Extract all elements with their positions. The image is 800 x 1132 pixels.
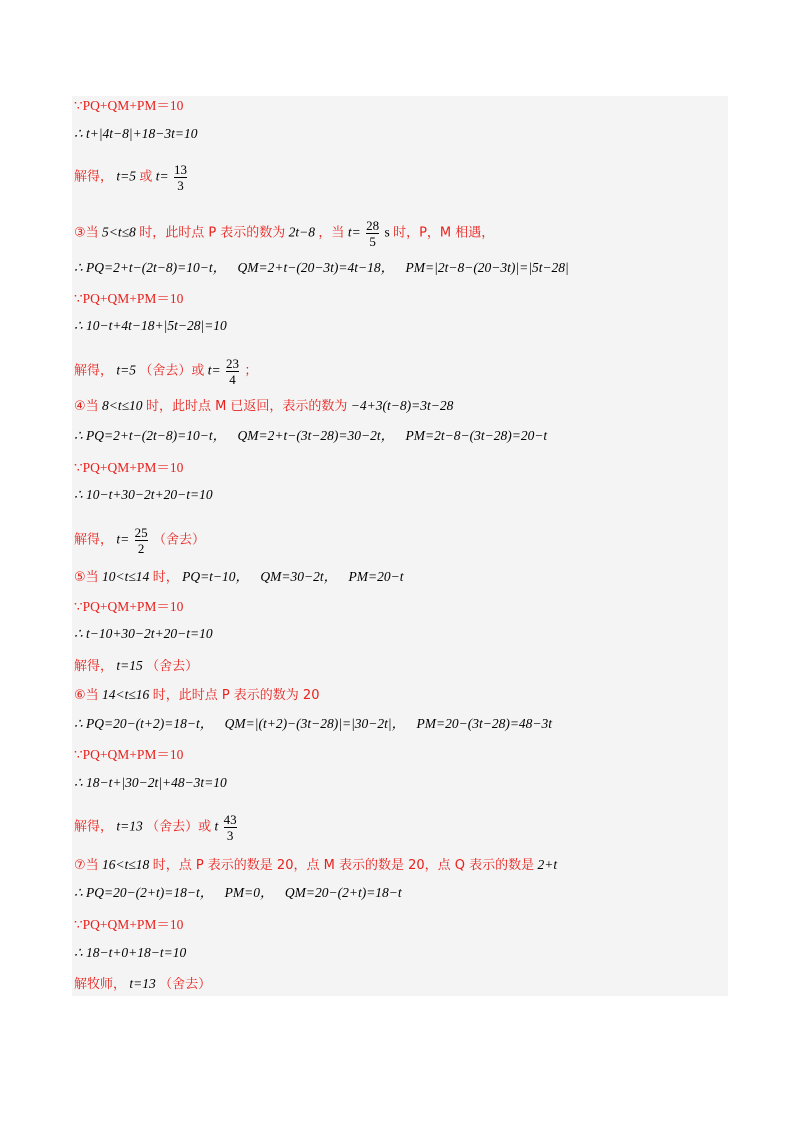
semicolon: ； <box>244 363 258 379</box>
solution-4 <box>74 654 198 678</box>
pq-expression: ∴ PQ=20−(t+2)=18−t， <box>74 716 214 731</box>
solve-label: 解得， <box>74 169 114 185</box>
fraction-denominator: 4 <box>226 371 239 387</box>
fraction <box>224 812 237 843</box>
solution-value: t=13 <box>129 976 156 991</box>
pm-expression: PM=20−t <box>348 569 404 584</box>
fraction <box>226 356 239 387</box>
pm-expression: PM=20−(3t−28)=48−3t <box>416 716 553 731</box>
distances-6 <box>74 712 552 736</box>
solution-2 <box>74 356 258 387</box>
case-text: 时， <box>152 570 179 585</box>
fraction <box>135 525 148 556</box>
solution-value: t=15 <box>116 658 143 673</box>
qm-expression: QM=20−(2+t)=18−t <box>284 885 402 900</box>
fraction-numerator: 28 <box>366 218 380 233</box>
case-range: 5<t≤8 <box>102 224 136 240</box>
case-text: 时，此时点 P 表示的数为 20 <box>152 688 320 703</box>
equation-4: ∴ t−10+30−2t+20−t=10 <box>74 626 213 641</box>
solution-var: t <box>214 818 219 834</box>
solve-label: 解得， <box>74 659 114 674</box>
case-label: ⑦当 <box>74 858 99 873</box>
given-sum-3: ∵PQ+QM+PM＝10 <box>74 460 184 475</box>
case-label: ⑥当 <box>74 688 99 703</box>
discard-or-label: （舍去）或 <box>139 363 205 379</box>
fraction <box>366 218 379 249</box>
case-3-header <box>74 218 495 249</box>
given-sum-5: ∵PQ+QM+PM＝10 <box>74 747 184 762</box>
equation-2: ∴ 10−t+4t−18+|5t−28|=10 <box>74 318 227 333</box>
solution-var: t= <box>207 362 221 378</box>
fraction-numerator: 25 <box>134 525 148 540</box>
solve-label: 解得， <box>74 363 114 379</box>
case-5-header <box>74 565 403 589</box>
fraction-denominator: 3 <box>224 827 237 843</box>
equation-5: ∴ 18−t+|30−2t|+48−3t=10 <box>74 775 227 790</box>
or-label: 或 <box>139 169 153 185</box>
solve-label: 解得， <box>74 819 114 835</box>
pq-expression: ∴ PQ=2+t−(2t−8)=10−t， <box>74 260 227 275</box>
case-text: 时，此时点 M 已返回，表示的数为 <box>145 399 348 414</box>
fraction <box>174 162 187 193</box>
solution-var: t= <box>155 168 169 184</box>
solution-5 <box>74 812 239 843</box>
case-expression: −4+3(t−8)=3t−28 <box>350 398 454 413</box>
distances-4 <box>74 424 547 448</box>
case-label: ④当 <box>74 399 99 414</box>
fraction-numerator: 23 <box>226 356 240 371</box>
pq-expression: ∴ PQ=2+t−(2t−8)=10−t， <box>74 428 227 443</box>
pq-expression: PQ=t−10， <box>182 569 250 584</box>
equation-1: ∴ t+|4t−8|+18−3t=10 <box>74 126 198 141</box>
distances-3 <box>74 256 569 280</box>
given-sum-2: ∵PQ+QM+PM＝10 <box>74 291 184 306</box>
qm-expression: QM=|(t+2)−(3t−28)|=|30−2t|， <box>224 716 406 731</box>
given-sum-6: ∵PQ+QM+PM＝10 <box>74 917 184 932</box>
pq-expression: ∴ PQ=20−(2+t)=18−t， <box>74 885 214 900</box>
discard-or-label: （舍去）或 <box>146 819 212 835</box>
case-range: 10<t≤14 <box>102 569 150 584</box>
case-text: 时，点 P 表示的数是 20，点 M 表示的数是 20，点 Q 表示的数是 <box>152 858 535 873</box>
fraction-numerator: 43 <box>223 812 237 827</box>
case-6-header <box>74 683 319 707</box>
case-label: ③当 <box>74 225 99 241</box>
qm-expression: QM=2+t−(20−3t)=4t−18， <box>237 260 395 275</box>
pm-expression: PM=2t−8−(3t−28)=20−t <box>405 428 548 443</box>
fraction-denominator: 2 <box>135 540 148 556</box>
case-var: t= <box>347 224 361 240</box>
case-range: 14<t≤16 <box>102 687 150 702</box>
fraction-numerator: 13 <box>174 162 188 177</box>
distances-7 <box>74 881 402 905</box>
qm-expression: QM=2+t−(3t−28)=30−2t， <box>237 428 395 443</box>
equation-6: ∴ 18−t+0+18−t=10 <box>74 945 187 960</box>
case-expression: 2t−8 <box>288 224 316 240</box>
solution-3 <box>74 525 206 556</box>
solution-value: t=5 <box>116 362 137 378</box>
discard-label: （舍去） <box>153 532 206 548</box>
case-text: 时，此时点 P 表示的数为 <box>139 225 286 241</box>
given-sum-1: ∵PQ+QM+PM＝10 <box>74 98 184 113</box>
case-text-2: ，当 <box>318 225 345 241</box>
pm-expression: PM=0， <box>224 885 274 900</box>
case-text-3: 时，P，M 相遇， <box>393 225 495 241</box>
solution-1 <box>74 162 189 193</box>
fraction-denominator: 5 <box>366 233 379 249</box>
unit-seconds: s <box>384 224 390 240</box>
solution-6 <box>74 972 211 996</box>
solution-value: t=5 <box>116 168 137 184</box>
case-expression: 2+t <box>537 857 558 872</box>
fraction-denominator: 3 <box>174 177 187 193</box>
case-7-header <box>74 853 557 877</box>
pm-expression: PM=|2t−8−(20−3t)|=|5t−28| <box>405 260 569 275</box>
equation-3: ∴ 10−t+30−2t+20−t=10 <box>74 487 213 502</box>
solve-label: 解牧师， <box>74 977 127 992</box>
case-4-header <box>74 394 453 418</box>
given-sum-4: ∵PQ+QM+PM＝10 <box>74 599 184 614</box>
case-range: 8<t≤10 <box>102 398 143 413</box>
qm-expression: QM=30−2t， <box>260 569 338 584</box>
case-range: 16<t≤18 <box>102 857 150 872</box>
discard-label: （舍去） <box>146 659 199 674</box>
solve-label: 解得， <box>74 532 114 548</box>
solution-value: t=13 <box>116 818 143 834</box>
solution-var: t= <box>116 531 130 547</box>
case-label: ⑤当 <box>74 570 99 585</box>
discard-label: （舍去） <box>159 977 212 992</box>
